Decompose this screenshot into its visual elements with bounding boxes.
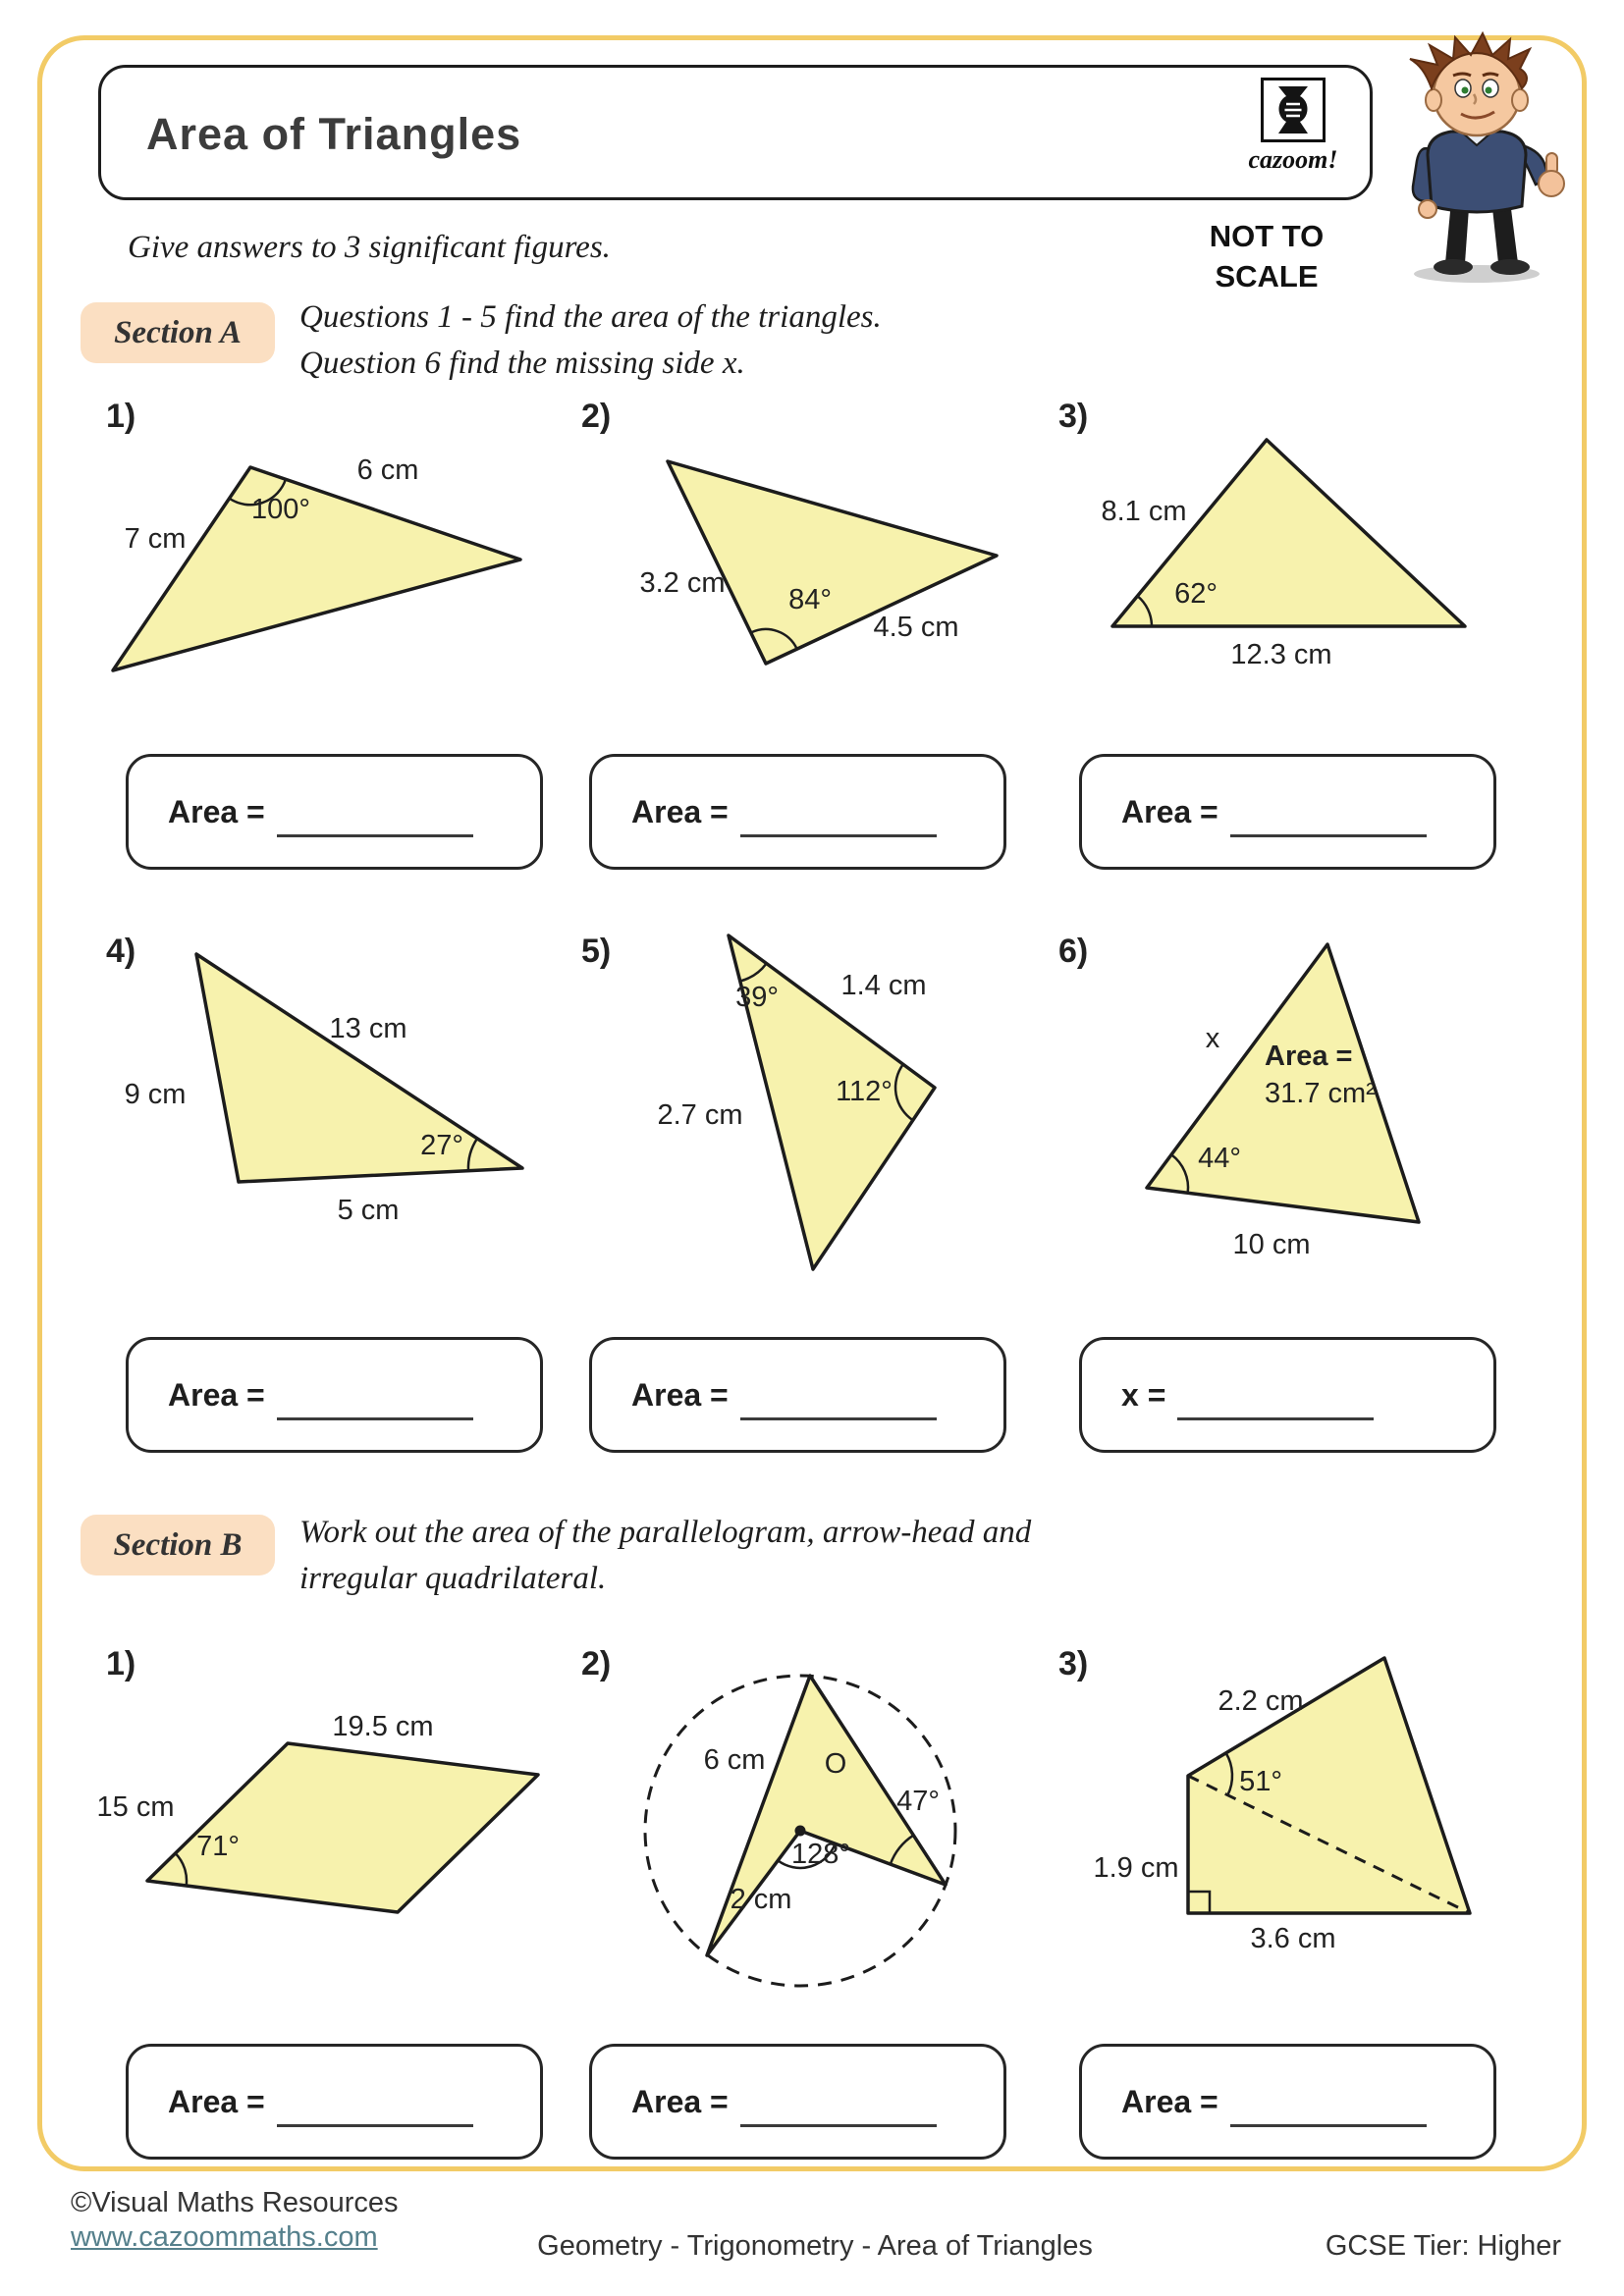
center-label: O: [824, 1748, 847, 1780]
side-label: 6 cm: [356, 454, 419, 486]
triangle-a3: [1051, 422, 1502, 677]
question-number-b1: 1): [106, 1645, 136, 1682]
side-label: 13 cm: [329, 1013, 407, 1044]
parallelogram-shape: [147, 1743, 538, 1912]
question-number-a2: 2): [581, 398, 612, 435]
quadrilateral-b3: [1053, 1641, 1524, 1965]
side-label: 1.4 cm: [840, 970, 927, 1001]
side-label: 5 cm: [337, 1195, 400, 1226]
answer-blank[interactable]: [740, 798, 937, 837]
side-label: 3.2 cm: [639, 567, 726, 599]
answer-label: x =: [1121, 1376, 1166, 1413]
section-a-line2: Question 6 find the missing side x.: [299, 346, 745, 381]
question-number-a3: 3): [1058, 398, 1089, 435]
angle-label: 39°: [735, 982, 779, 1013]
answer-label: Area =: [631, 793, 729, 829]
not-to-scale-line1: NOT TO: [1209, 219, 1325, 253]
answer-label: Area =: [631, 2083, 729, 2119]
footer-url-link[interactable]: www.cazoommaths.com: [71, 2221, 378, 2253]
instruction-text: Give answers to 3 significant figures.: [128, 230, 611, 265]
side-label: 8.1 cm: [1101, 496, 1187, 527]
section-b-line1: Work out the area of the parallelogram, arrow-head and: [299, 1515, 1032, 1550]
answer-box-a5: [589, 1337, 1006, 1453]
angle-label: 62°: [1174, 578, 1218, 610]
section-b-instructions: [299, 1510, 1031, 1602]
section-b-line2: irregular quadrilateral.: [299, 1561, 607, 1596]
section-b-badge: Section B: [81, 1515, 275, 1575]
side-label: 2.7 cm: [657, 1099, 743, 1131]
angle-label: 112°: [836, 1076, 893, 1107]
footer-topic: Geometry - Trigonometry - Area of Triangles: [537, 2230, 1093, 2262]
answer-blank[interactable]: [740, 1381, 937, 1420]
answer-label: Area =: [168, 2083, 265, 2119]
side-label: 15 cm: [96, 1791, 175, 1823]
answer-blank[interactable]: [1177, 1381, 1374, 1420]
side-label: 4.5 cm: [873, 612, 959, 643]
answer-label: Area =: [168, 793, 265, 829]
footer-tier: GCSE Tier: Higher: [1325, 2230, 1561, 2262]
angle-label: 47°: [896, 1786, 940, 1817]
section-a-badge: Section A: [81, 302, 275, 363]
triangle-a6: [1051, 928, 1502, 1261]
cazoom-logo-text: cazoom!: [1248, 145, 1338, 174]
not-to-scale-label: [1159, 216, 1375, 296]
side-label: 6 cm: [703, 1744, 766, 1776]
center-point: [795, 1826, 806, 1837]
cazoom-logo: [1232, 78, 1354, 175]
answer-label: Area =: [168, 1376, 265, 1413]
missing-side-label: x: [1205, 1023, 1220, 1054]
question-number-a4: 4): [106, 933, 136, 970]
side-label: 10 cm: [1232, 1229, 1311, 1260]
answer-box-a4: [126, 1337, 543, 1453]
side-label: 7 cm: [124, 523, 187, 555]
section-a-instructions: [299, 294, 882, 387]
side-label: 2.2 cm: [1218, 1685, 1304, 1717]
triangle-a2: [574, 440, 1026, 695]
angle-label: 51°: [1239, 1766, 1282, 1797]
answer-label: Area =: [631, 1376, 729, 1413]
question-number-b3: 3): [1058, 1645, 1089, 1682]
page-title: Area of Triangles: [146, 109, 522, 159]
answer-blank[interactable]: [1230, 798, 1427, 837]
side-label: 12.3 cm: [1230, 639, 1332, 670]
triangle-a5: [574, 928, 1026, 1291]
question-number-b2: 2): [581, 1645, 612, 1682]
answer-label: Area =: [1121, 2083, 1218, 2119]
area-value: 31.7 cm²: [1265, 1078, 1376, 1109]
question-number-a6: 6): [1058, 933, 1089, 970]
not-to-scale-line2: SCALE: [1215, 259, 1319, 294]
question-number-a5: 5): [581, 933, 612, 970]
answer-box-a3: [1079, 754, 1496, 870]
side-label: 2 cm: [730, 1884, 792, 1915]
cazoom-logo-box: [1261, 78, 1326, 142]
triangle-a4: [98, 944, 550, 1249]
answer-blank[interactable]: [277, 1381, 473, 1420]
character-illustration: [1367, 29, 1595, 287]
section-a-line1: Questions 1 - 5 find the area of the triangles.: [299, 299, 882, 335]
angle-label: 128°: [791, 1839, 850, 1870]
answer-box-b3: [1079, 2044, 1496, 2160]
angle-label: 44°: [1198, 1143, 1241, 1174]
answer-box-a1: [126, 754, 543, 870]
answer-blank[interactable]: [277, 798, 473, 837]
question-number-a1: 1): [106, 398, 136, 435]
header-box: [98, 65, 1373, 200]
answer-box-a2: [589, 754, 1006, 870]
answer-blank[interactable]: [740, 2088, 937, 2127]
footer-copyright: ©Visual Maths Resources: [71, 2187, 399, 2218]
answer-box-b1: [126, 2044, 543, 2160]
side-label: 3.6 cm: [1250, 1923, 1336, 1954]
answer-box-b2: [589, 2044, 1006, 2160]
triangle-a1-shape: [113, 467, 520, 670]
angle-label: 84°: [788, 584, 832, 615]
vase-icon: [1272, 83, 1314, 136]
side-label: 1.9 cm: [1093, 1852, 1179, 1884]
answer-box-a6: [1079, 1337, 1496, 1453]
angle-label: 71°: [196, 1831, 240, 1862]
triangle-a1: [98, 440, 550, 695]
side-label: 9 cm: [124, 1079, 187, 1110]
answer-label: Area =: [1121, 793, 1218, 829]
area-label: Area =: [1265, 1041, 1353, 1072]
parallelogram-b1: [88, 1686, 560, 1961]
angle-label: 100°: [251, 494, 310, 525]
arrowhead-b2: [574, 1641, 1026, 2034]
answer-blank[interactable]: [277, 2088, 473, 2127]
triangle-a3-shape: [1112, 440, 1465, 626]
angle-label: 27°: [420, 1130, 463, 1161]
answer-blank[interactable]: [1230, 2088, 1427, 2127]
side-label: 19.5 cm: [332, 1711, 434, 1742]
